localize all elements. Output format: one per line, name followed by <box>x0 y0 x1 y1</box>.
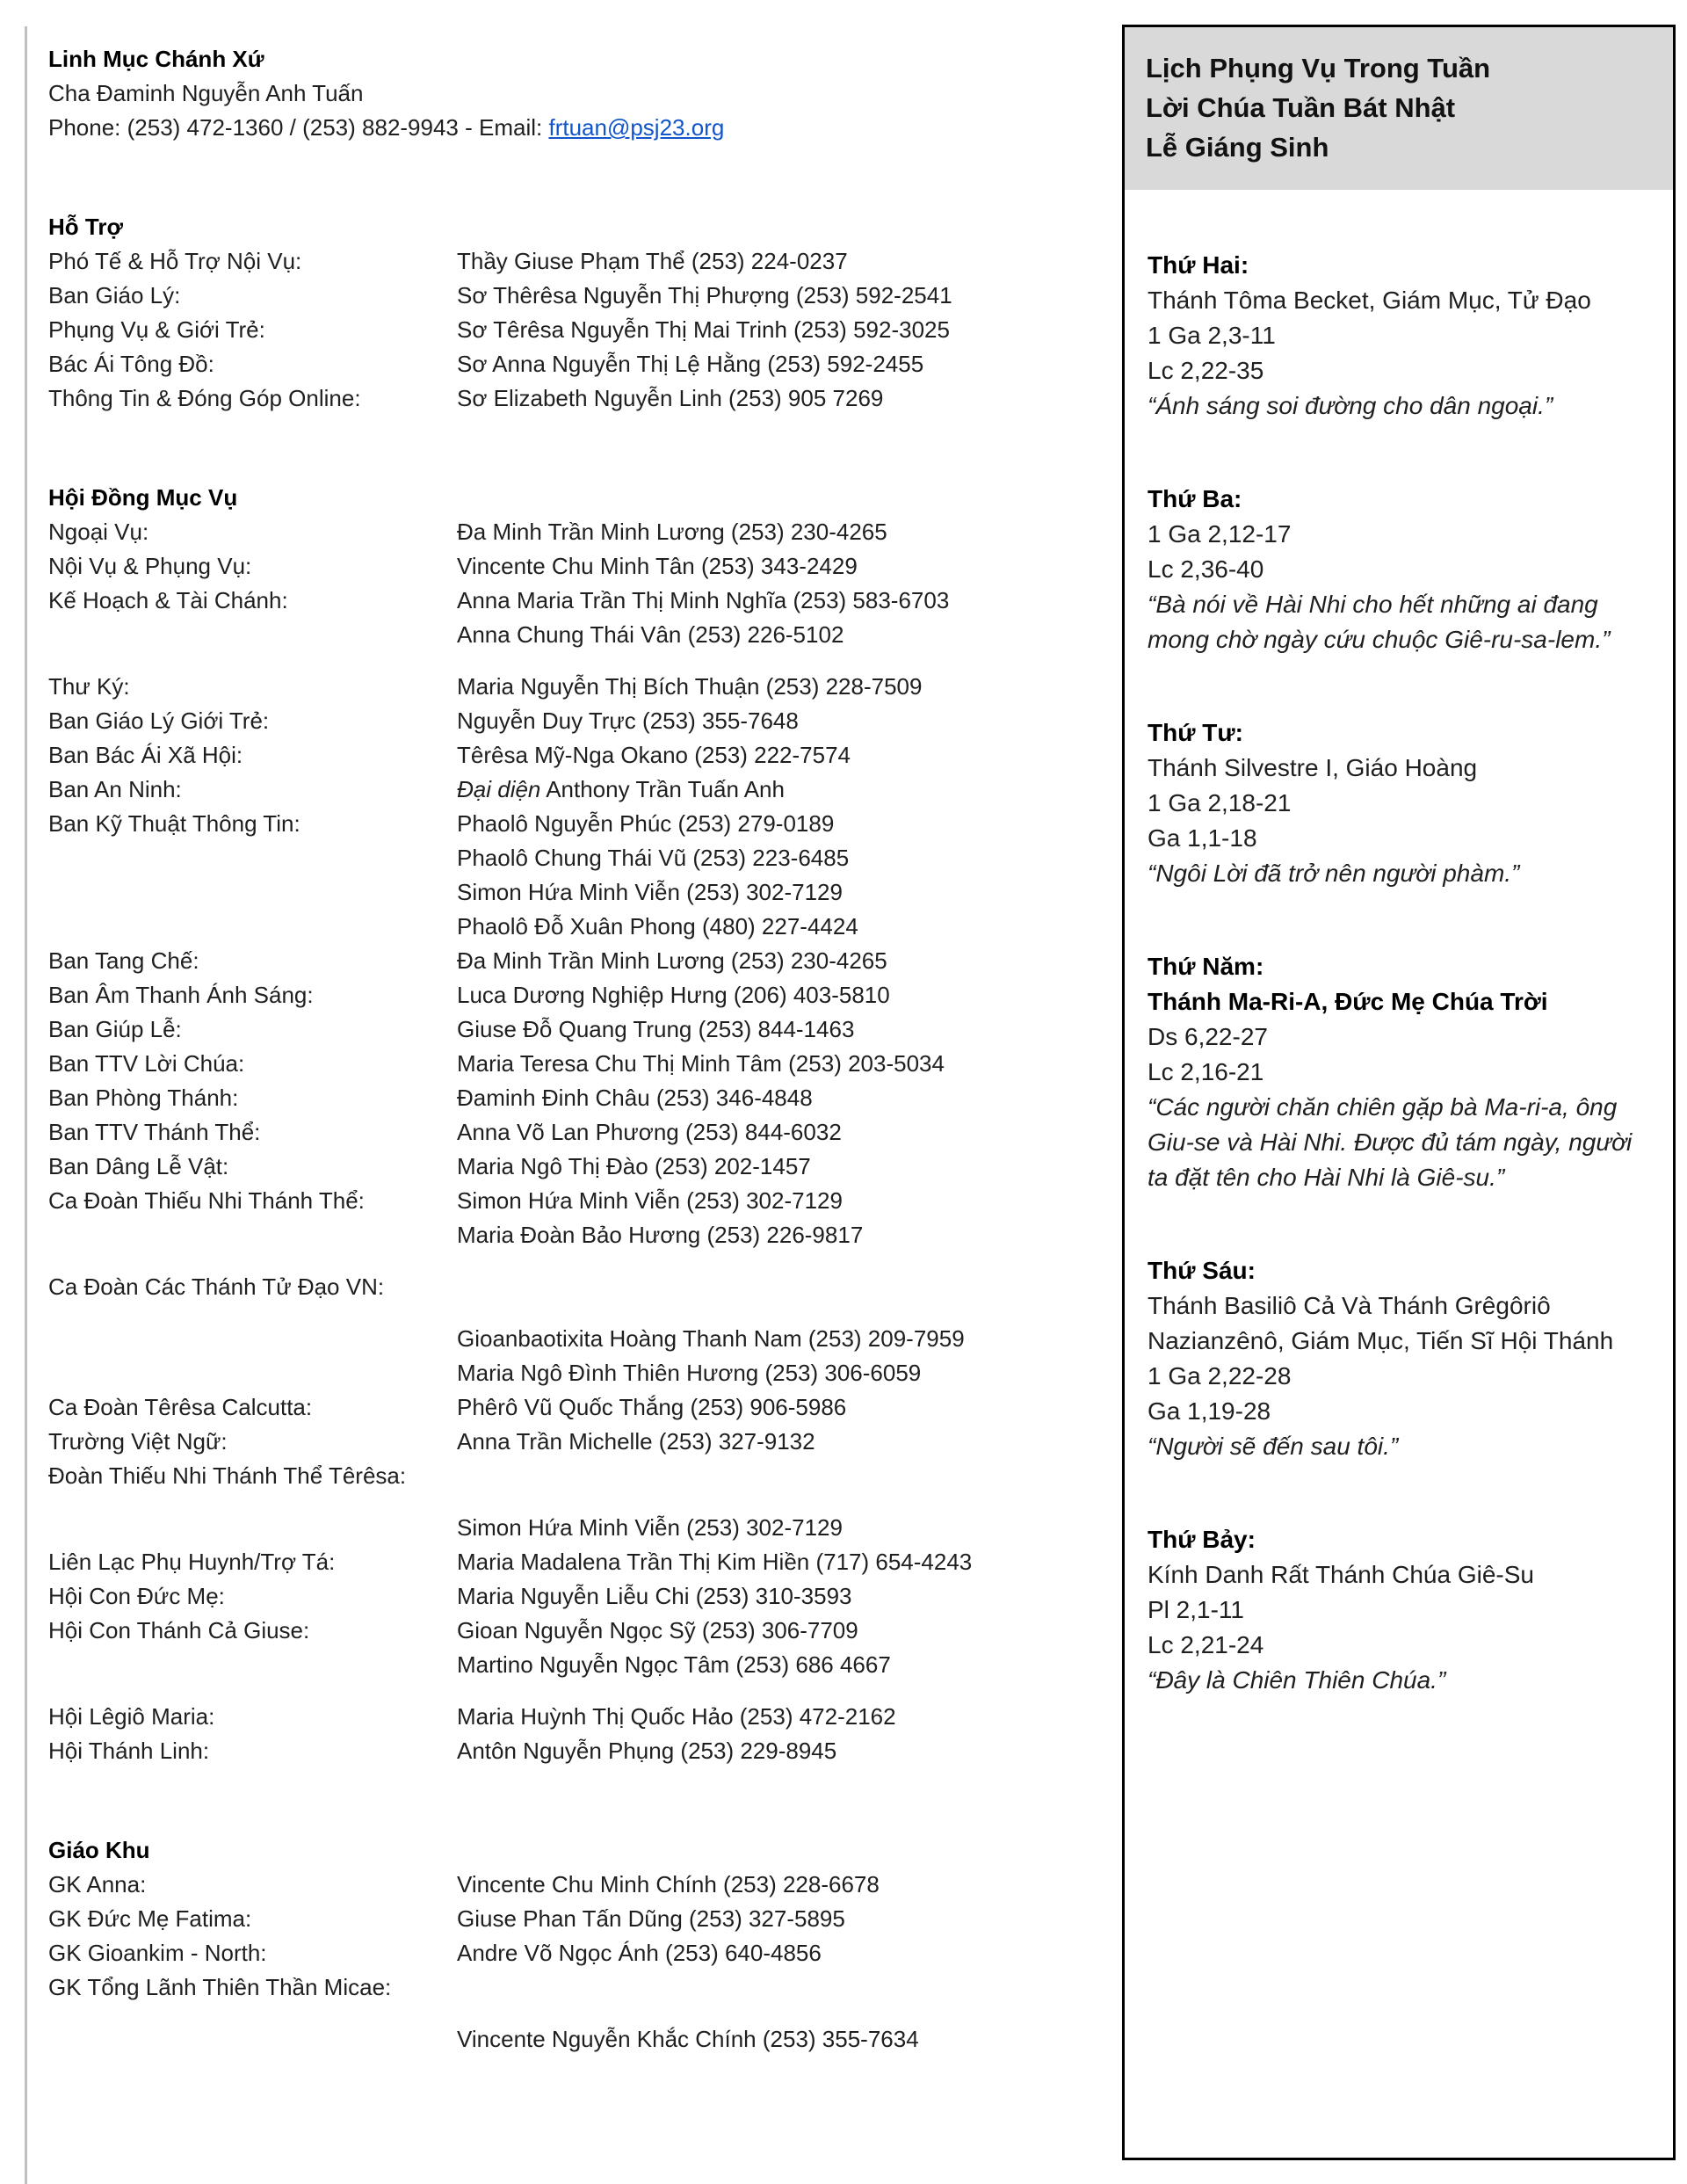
contact-role-label: Hội Con Thánh Cả Giuse: <box>48 1617 310 1643</box>
contact-row <box>48 279 1072 313</box>
pastor-name: Cha Đaminh Nguyễn Anh Tuấn <box>48 80 364 106</box>
contact-person-value: Simon Hứa Minh Viễn (253) 302-7129 <box>457 1514 843 1541</box>
contact-person-value: Phaolô Chung Thái Vũ (253) 223-6485 <box>457 845 850 871</box>
contact-role-label: Ban Dâng Lễ Vật: <box>48 1153 229 1179</box>
gospel-quote: “Đây là Chiên Thiên Chúa.” <box>1148 1666 1446 1694</box>
reading-line: Kính Danh Rất Thánh Chúa Giê-Su <box>1148 1561 1534 1588</box>
column-divider <box>25 26 27 2184</box>
contact-person-value: Simon Hứa Minh Viễn (253) 302-7129 <box>457 1187 843 1214</box>
pastor-email-link[interactable]: frtuan@psj23.org <box>548 114 725 141</box>
contact-row <box>48 1648 1072 1682</box>
liturgy-days <box>1125 248 1673 1698</box>
contact-person-value: Maria Ngô Đình Thiên Hương (253) 306-6059 <box>457 1360 922 1386</box>
contact-row <box>48 978 1072 1012</box>
day-title: Thứ Bảy: <box>1148 1526 1256 1553</box>
contact-role-label <box>48 1511 457 1545</box>
contact-role-label: Hội Con Đức Mẹ: <box>48 1583 225 1609</box>
contact-person-value: Maria Teresa Chu Thị Minh Tâm (253) 203-5034 <box>457 1050 945 1077</box>
pastor-contact-line <box>48 111 1072 145</box>
day-block <box>1148 248 1650 424</box>
contact-person-value: Giuse Đỗ Quang Trung (253) 844-1463 <box>457 1016 855 1042</box>
reading-line: 1 Ga 2,18-21 <box>1148 789 1292 816</box>
contact-role-label: Ban Tang Chế: <box>48 947 199 974</box>
contact-role-label <box>48 1648 457 1682</box>
contact-role-label: Phụng Vụ & Giới Trẻ: <box>48 316 265 343</box>
contact-row <box>48 2022 1072 2057</box>
reading-line: Thánh Basiliô Cả Và Thánh Grêgôriô Nazianzênô, Giám Mục, Tiến Sĩ Hội Thánh <box>1148 1292 1614 1354</box>
section-title: Hỗ Trợ <box>48 214 123 240</box>
contact-row <box>48 738 1072 773</box>
reading-line: Ga 1,19-28 <box>1148 1397 1271 1425</box>
contact-person-value: Maria Madalena Trần Thị Kim Hiền (717) 654-4243 <box>457 1549 973 1575</box>
contact-person-value <box>457 1459 1072 1493</box>
contact-person-value: Sơ Elizabeth Nguyễn Linh (253) 905 7269 <box>457 385 884 411</box>
feast-title: Thánh Ma-Ri-A, Đức Mẹ Chúa Trời <box>1148 988 1548 1015</box>
contact-row <box>48 841 1072 875</box>
contact-row <box>48 1356 1072 1390</box>
reading-line: Lc 2,16-21 <box>1148 1058 1264 1085</box>
contact-person-value: Maria Ngô Thị Đào (253) 202-1457 <box>457 1153 811 1179</box>
day-title: Thứ Năm: <box>1148 953 1264 980</box>
contact-person-value: Anna Maria Trần Thị Minh Nghĩa (253) 583-6703 <box>457 587 950 613</box>
day-title: Thứ Hai: <box>1148 251 1249 279</box>
contact-role-label: Ca Đoàn Thiếu Nhi Thánh Thể: <box>48 1187 365 1214</box>
contact-row <box>48 381 1072 416</box>
day-title: Thứ Sáu: <box>1148 1257 1256 1284</box>
contact-row <box>48 1012 1072 1047</box>
contact-person-value: Gioanbaotixita Hoàng Thanh Nam (253) 209-7959 <box>457 1325 965 1352</box>
contact-role-label <box>48 618 457 652</box>
contact-person-value: Thầy Giuse Phạm Thể (253) 224-0237 <box>457 248 848 274</box>
contact-row <box>48 1902 1072 1936</box>
contact-row <box>48 1545 1072 1579</box>
reading-line: 1 Ga 2,3-11 <box>1148 322 1276 349</box>
contact-person-value: Simon Hứa Minh Viễn (253) 302-7129 <box>457 879 843 905</box>
contact-person-value: Maria Nguyễn Thị Bích Thuận (253) 228-7509 <box>457 673 923 700</box>
contact-person-value: Vincente Nguyễn Khắc Chính (253) 355-7634 <box>457 2026 919 2052</box>
gospel-quote: “Ánh sáng soi đường cho dân ngoại.” <box>1148 392 1553 419</box>
contact-row <box>48 773 1072 807</box>
contact-role-label: Ban Giáo Lý: <box>48 282 181 308</box>
contact-role-label: Liên Lạc Phụ Huynh/Trợ Tá: <box>48 1549 336 1575</box>
contact-row <box>48 1511 1072 1545</box>
contact-row <box>48 1184 1072 1218</box>
contact-row <box>48 1700 1072 1734</box>
section-title: Hội Đồng Mục Vụ <box>48 484 238 511</box>
day-block <box>1148 1253 1650 1464</box>
day-block <box>1148 949 1650 1195</box>
contact-row <box>48 910 1072 944</box>
contact-role-label <box>48 1218 457 1252</box>
contact-row <box>48 1150 1072 1184</box>
contact-person-value: Phaolô Nguyễn Phúc (253) 279-0189 <box>457 810 835 837</box>
contact-row <box>48 618 1072 652</box>
contact-role-label <box>48 2022 457 2057</box>
contact-row <box>48 1868 1072 1902</box>
contact-person-value: Phêrô Vũ Quốc Thắng (253) 906-5986 <box>457 1394 847 1420</box>
contact-person-value: Maria Huỳnh Thị Quốc Hảo (253) 472-2162 <box>457 1703 896 1730</box>
contact-role-label <box>48 1356 457 1390</box>
reading-line: Lc 2,22-35 <box>1148 357 1264 384</box>
contact-sections <box>48 210 1072 2057</box>
representative-note: Đại diện <box>457 776 541 802</box>
reading-line: 1 Ga 2,22-28 <box>1148 1362 1292 1389</box>
contact-row <box>48 1115 1072 1150</box>
reading-line: Thánh Tôma Becket, Giám Mục, Tử Đạo <box>1148 287 1591 314</box>
pastor-phone-text: Phone: (253) 472-1360 / (253) 882-9943 - Email: <box>48 114 549 141</box>
gospel-quote: “Các người chăn chiên gặp bà Ma-ri-a, ông Giu-se và Hài Nhi. Được đủ tám ngày, người ta đặt tên cho Hài Nhi là Giê-su.” <box>1148 1093 1633 1191</box>
gospel-quote: “Ngôi Lời đã trở nên người phàm.” <box>1148 860 1520 887</box>
contact-row <box>48 1734 1072 1768</box>
contact-row <box>48 1614 1072 1648</box>
contact-role-label: Ban An Ninh: <box>48 776 182 802</box>
contact-person-value: Đa Minh Trần Minh Lương (253) 230-4265 <box>457 519 887 545</box>
contact-row <box>48 515 1072 549</box>
contact-role-label <box>48 841 457 875</box>
contact-role-label: Kế Hoạch & Tài Chánh: <box>48 587 288 613</box>
contact-role-label: Thư Ký: <box>48 673 130 700</box>
reading-line: Lc 2,36-40 <box>1148 555 1264 583</box>
contact-role-label: Phó Tế & Hỗ Trợ Nội Vụ: <box>48 248 302 274</box>
contact-role-label: Ban Kỹ Thuật Thông Tin: <box>48 810 300 837</box>
section-title: Giáo Khu <box>48 1837 150 1863</box>
pastor-section-title: Linh Mục Chánh Xứ <box>48 46 264 72</box>
panel-title-line: Lễ Giáng Sinh <box>1146 132 1329 163</box>
reading-line: 1 Ga 2,12-17 <box>1148 520 1292 548</box>
day-title: Thứ Tư: <box>1148 719 1243 746</box>
contact-role-label: Bác Ái Tông Đồ: <box>48 351 214 377</box>
contact-person-value: Sơ Anna Nguyễn Thị Lệ Hằng (253) 592-2455 <box>457 351 924 377</box>
contact-row <box>48 1425 1072 1459</box>
contact-person-value: Vincente Chu Minh Tân (253) 343-2429 <box>457 553 858 579</box>
contact-person-value: Maria Nguyễn Liễu Chi (253) 310-3593 <box>457 1583 852 1609</box>
contact-row <box>48 549 1072 584</box>
section-ho-tro <box>48 210 1072 416</box>
contact-person-value: Phaolô Đỗ Xuân Phong (480) 227-4424 <box>457 913 858 940</box>
contact-row <box>48 313 1072 347</box>
contact-person-value: Đa Minh Trần Minh Lương (253) 230-4265 <box>457 947 887 974</box>
contact-person-value: Gioan Nguyễn Ngọc Sỹ (253) 306-7709 <box>457 1617 858 1643</box>
contact-person-value: Sơ Têrêsa Nguyễn Thị Mai Trinh (253) 592-3025 <box>457 316 950 343</box>
contact-role-label: Ban TTV Thánh Thể: <box>48 1119 261 1145</box>
contact-person-value <box>457 1970 1072 2005</box>
contact-role-label: GK Anna: <box>48 1871 147 1897</box>
contact-row <box>48 875 1072 910</box>
contact-role-label: Đoàn Thiếu Nhi Thánh Thể Têrêsa: <box>48 1462 407 1489</box>
contact-role-label: Ban Giúp Lễ: <box>48 1016 182 1042</box>
contact-role-label: GK Gioankim - North: <box>48 1940 267 1966</box>
contact-person-value <box>457 1270 1072 1304</box>
contact-person-value: Đại diện Anthony Trần Tuấn Anh <box>457 776 785 802</box>
contact-row <box>48 1579 1072 1614</box>
contact-row <box>48 1081 1072 1115</box>
contact-row <box>48 1970 1072 2005</box>
contact-row <box>48 244 1072 279</box>
contact-row <box>48 944 1072 978</box>
contact-person-value: Sơ Thêrêsa Nguyễn Thị Phượng (253) 592-2541 <box>457 282 952 308</box>
contact-person-value: Antôn Nguyễn Phụng (253) 229-8945 <box>457 1738 837 1764</box>
contact-role-label: Ban Giáo Lý Giới Trẻ: <box>48 707 270 734</box>
day-block <box>1148 715 1650 891</box>
contact-role-label: Nội Vụ & Phụng Vụ: <box>48 553 252 579</box>
contact-person-value: Nguyễn Duy Trực (253) 355-7648 <box>457 707 799 734</box>
contact-role-label: GK Tổng Lãnh Thiên Thần Micae: <box>48 1974 392 2000</box>
pastor-section <box>48 42 1072 145</box>
contact-role-label <box>48 910 457 944</box>
reading-line: Lc 2,21-24 <box>1148 1631 1264 1658</box>
gospel-quote: “Người sẽ đến sau tôi.” <box>1148 1433 1399 1460</box>
section-hoi-dong-muc-vu <box>48 481 1072 1768</box>
contact-role-label: Trường Việt Ngữ: <box>48 1428 228 1455</box>
contact-row <box>48 1459 1072 1493</box>
contact-role-label: Hội Thánh Linh: <box>48 1738 210 1764</box>
gospel-quote: “Bà nói về Hài Nhi cho hết những ai đang mong chờ ngày cứu chuộc Giê-ru-sa-lem.” <box>1148 591 1611 653</box>
contacts-column <box>48 42 1072 2057</box>
contact-row <box>48 584 1072 618</box>
contact-role-label: Ca Đoàn Các Thánh Tử Đạo VN: <box>48 1273 385 1300</box>
liturgy-panel-header <box>1125 27 1673 190</box>
reading-line: Pl 2,1-11 <box>1148 1596 1244 1623</box>
day-title: Thứ Ba: <box>1148 485 1242 512</box>
contact-row <box>48 1322 1072 1356</box>
contact-person-value: Martino Nguyễn Ngọc Tâm (253) 686 4667 <box>457 1651 891 1678</box>
contact-person-value: Giuse Phan Tấn Dũng (253) 327-5895 <box>457 1905 845 1932</box>
contact-role-label: Ban Bác Ái Xã Hội: <box>48 742 243 768</box>
contact-role-label <box>48 875 457 910</box>
contact-role-label: Ban Âm Thanh Ánh Sáng: <box>48 982 314 1008</box>
contact-role-label: Hội Lêgiô Maria: <box>48 1703 215 1730</box>
contact-row <box>48 1390 1072 1425</box>
contact-role-label: Ban TTV Lời Chúa: <box>48 1050 245 1077</box>
contact-role-label <box>48 1322 457 1356</box>
liturgy-panel <box>1122 25 1676 2160</box>
panel-title-line: Lịch Phụng Vụ Trong Tuần <box>1146 53 1491 83</box>
contact-person-value: Andre Võ Ngọc Ánh (253) 640-4856 <box>457 1940 822 1966</box>
section-giao-khu <box>48 1833 1072 2057</box>
contact-person-value: Vincente Chu Minh Chính (253) 228-6678 <box>457 1871 880 1897</box>
contact-person-value: Maria Đoàn Bảo Hương (253) 226-9817 <box>457 1222 864 1248</box>
contact-person-value: Anna Võ Lan Phương (253) 844-6032 <box>457 1119 842 1145</box>
contact-person-value: Têrêsa Mỹ-Nga Okano (253) 222-7574 <box>457 742 851 768</box>
reading-line: Ga 1,1-18 <box>1148 824 1257 852</box>
contact-person-value: Luca Dương Nghiệp Hưng (206) 403-5810 <box>457 982 890 1008</box>
contact-row <box>48 1936 1072 1970</box>
day-block <box>1148 1522 1650 1698</box>
contact-person-value: Anna Trần Michelle (253) 327-9132 <box>457 1428 815 1455</box>
panel-title-line: Lời Chúa Tuần Bát Nhật <box>1146 92 1456 123</box>
reading-line: Thánh Silvestre I, Giáo Hoàng <box>1148 754 1478 781</box>
contact-role-label: Ngoại Vụ: <box>48 519 149 545</box>
contact-row <box>48 807 1072 841</box>
contact-role-label: Ca Đoàn Têrêsa Calcutta: <box>48 1394 313 1420</box>
reading-line: Ds 6,22-27 <box>1148 1023 1268 1050</box>
contact-row <box>48 347 1072 381</box>
contact-person-value: Anna Chung Thái Vân (253) 226-5102 <box>457 621 844 648</box>
contact-role-label: Ban Phòng Thánh: <box>48 1085 239 1111</box>
contact-row <box>48 1270 1072 1304</box>
contact-role-label: Thông Tin & Đóng Góp Online: <box>48 385 361 411</box>
contact-row <box>48 1047 1072 1081</box>
day-block <box>1148 482 1650 657</box>
contact-role-label: GK Đức Mẹ Fatima: <box>48 1905 252 1932</box>
contact-row <box>48 670 1072 704</box>
contact-row <box>48 1218 1072 1252</box>
contact-row <box>48 704 1072 738</box>
contact-person-value: Đaminh Đinh Châu (253) 346-4848 <box>457 1085 813 1111</box>
